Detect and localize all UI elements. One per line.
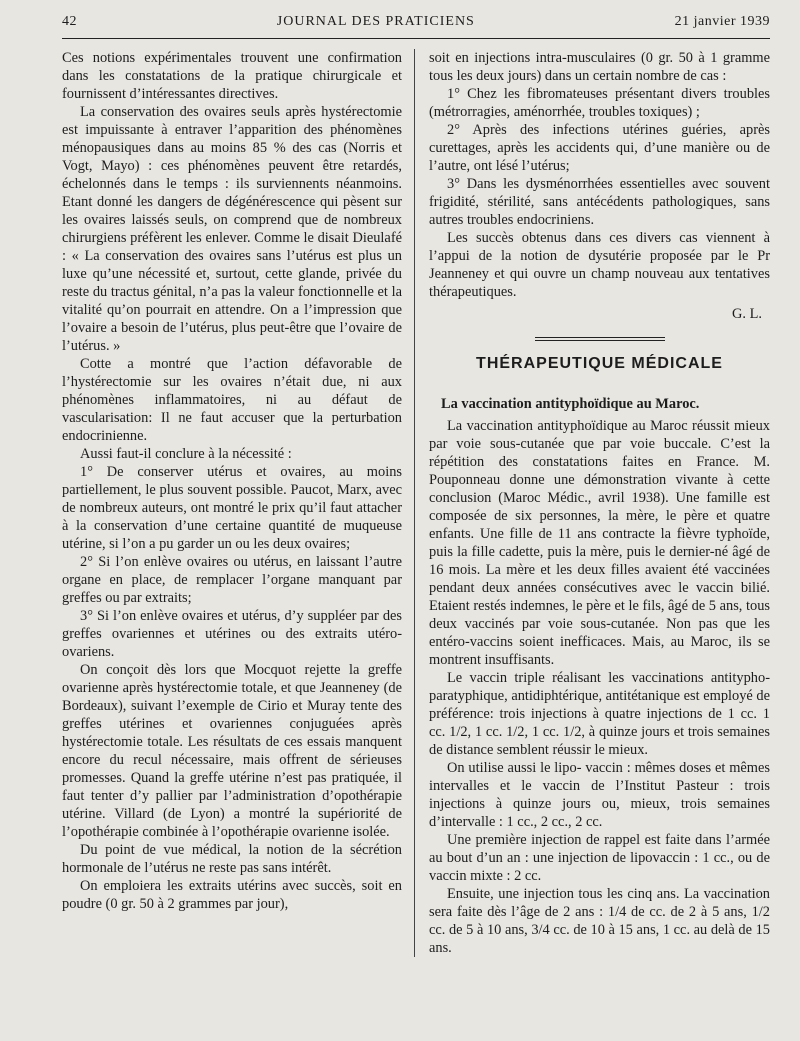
left-paragraph-9: Du point de vue médical, la notion de la sécrétion hormonale de l’utérus ne reste pas sans intérêt. (62, 842, 402, 876)
left-paragraph-2: La conservation des ovaires seuls après hystérectomie est impuissante à entraver l’apparition des phénomènes ménopausiques dans au moins 85 % des cas (Norris et Vogt, Mayo) : ces phénomènes peuvent être retardés, échelonnés dans le temps : ils surviennents néanmoins. Etant donné les dangers de dégénérescence qui pèsent sur les ovaires laissés seuls, on comprend que de nombreux chirurgiens préfèrent les enlever. Comme le disait Dieulafé : « La conservation des ovaires sans l’utérus est plus un luxe qu’une nécessité et, surtout, cette glande, privée du reste du tractus génital, n’a pas la valeur fonctionnelle et la vitalité qu’on pourrait en attendre. On a l’impression que l’ovaire a besoin de l’utérus, plus peut-être que l’ovaire de l’utérus. » (62, 104, 402, 354)
article-paragraph-1: La vaccination antityphoïdique au Maroc réussit mieux par voie sous-cutanée que par voie buccale. C’est la répétition des constatations faites en France. M. Pouponneau donne une démonstration vivante à cette conclusion (Maroc Médic., avril 1938). Une famille est composée de six personnes, la mère, le père et quatre enfants. Une fille de 11 ans contracte la fièvre typhoïde, puis la fille cadette, puis la mère, puis le dernier-né âgé de 16 mois. La mère et les deux filles avaient été vaccinées pendant deux années consécutives avec le vaccin bilié. Etaient restés indemnes, le père et le fils, âgé de 5 ans, tous deux vaccinés par voie sous-cutanée. Non pas que les entéro-vaccins soient inefficaces. Mais, au Maroc, ils se montrent insuffisants. (429, 418, 770, 668)
article-paragraph-3: On utilise aussi le lipo- vaccin : mêmes doses et mêmes intervalles et le vaccin de l’Institut Pasteur : trois injections à quinze jours ou, mieux, trois semaines d’intervalle : 1 cc., 2 cc., 2 cc. (429, 760, 770, 830)
article-paragraph-2: Le vaccin triple réalisant les vaccinations antitypho-paratyphique, antidiphtérique, antitétanique est employé de préférence: trois injections à quatre injections de 1 cc. 1 cc. 1/2, 1 cc. 1/2, 1 cc. 1/2, à quinze jours et trois semaines de distance semblent réussir le mieux. (429, 670, 770, 758)
right-paragraph-3: 3° Dans les dysménorrhées essentielles avec souvent frigidité, stérilité, sans antécédents pathologiques, sans autres troubles endocriniens. (429, 176, 770, 228)
left-paragraph-6: 2° Si l’on enlève ovaires ou utérus, en laissant l’autre organe en place, de remplacer l’organe manquant par greffes ou par extraits; (62, 554, 402, 606)
left-paragraph-7: 3° Si l’on enlève ovaires et utérus, d’y suppléer par des greffes ovariennes et utérines ou des extraits utéro-ovariens. (62, 608, 402, 660)
left-paragraph-5: 1° De conserver utérus et ovaires, au moins partiellement, le plus souvent possible. Paucot, Marx, avec de nombreux auteurs, ont montré le prix qu’il faut attacher à la conservation d’une certaine quantité de muqueuse utérine, si l’on a pu garder un ou les deux ovaires; (62, 464, 402, 552)
left-paragraph-4: Aussi faut-il conclure à la nécessité : (80, 446, 292, 462)
section-title: THÉRAPEUTIQUE MÉDICALE (476, 355, 723, 372)
article-paragraph-5: Ensuite, une injection tous les cinq ans. La vaccination sera faite dès l’âge de 2 ans : 1/4 de cc. de 2 à 5 ans, 1/2 cc. de 5 à 10 ans, 3/4 cc. de 10 à 15 ans, 1 cc. au delà de 15 ans. (429, 886, 770, 956)
signature: G. L. (732, 306, 762, 322)
right-paragraph-1: 1° Chez les fibromateuses présentant divers troubles (métrorragies, aménorrhée, troubles toxiques) ; (429, 86, 770, 120)
section-separator-top (535, 337, 665, 338)
issue-date: 21 janvier 1939 (674, 14, 770, 29)
running-header (62, 14, 770, 36)
left-paragraph-3: Cotte a montré que l’action défavorable de l’hystérectomie sur les ovaires n’était due, ni aux phénomènes inflammatoires, ni au défaut de vascularisation: Il ne faut accuser que la perturbation endocrinienne. (62, 356, 402, 444)
left-paragraph-1: Ces notions expérimentales trouvent une confirmation dans les constatations de la pratique chirurgicale et fournissent d’intéressantes directives. (62, 50, 402, 102)
article-paragraph-4: Une première injection de rappel est faite dans l’armée au bout d’un an : une injection de lipovaccin : 1 cc., ou de vaccin mixte : 2 cc. (429, 832, 770, 884)
section-separator-bottom (535, 340, 665, 341)
left-paragraph-8: On conçoit dès lors que Mocquot rejette la greffe ovarienne après hystérectomie totale, et que Jeanneney (de Bordeaux), suivant l’exemple de Cirio et Muray tente des greffes utérines et ovariennes conjuguées après hystérectomie totale. Les résultats de ces essais manquent encore du recul nécessaire, mais offrent de sérieuses promesses. Quand la greffe utérine n’est pas pratiquée, il faut tenter d’y pallier par l’administration d’opothérapie utérine. Villard (de Lyon) a montré la supériorité de l’opothérapie combinée à l’opothérapie ovarienne isolée. (62, 662, 402, 840)
header-rule (62, 38, 770, 39)
right-paragraph-2: 2° Après des infections utérines guéries, après curettages, après les accidents qui, d’une manière ou de l’autre, ont lésé l’utérus; (429, 122, 770, 174)
article-title: La vaccination antityphoïdique au Maroc. (441, 396, 700, 412)
two-column-body (62, 49, 770, 957)
left-paragraph-10: On emploiera les extraits utérins avec succès, soit en poudre (0 gr. 50 à 2 grammes par jour), (62, 878, 402, 912)
journal-title: JOURNAL DES PRATICIENS (276, 14, 475, 29)
right-continuation: soit en injections intra-musculaires (0 gr. 50 à 1 gramme tous les deux jours) dans un certain nombre de cas : (429, 50, 770, 84)
page-number: 42 (62, 14, 77, 29)
right-column (414, 49, 770, 957)
right-paragraph-4: Les succès obtenus dans ces divers cas viennent à l’appui de la notion de dysutérie proposée par le Pr Jeanneney et qui ouvre un champ nouveau aux tentatives thérapeutiques. (429, 230, 770, 300)
left-column (62, 49, 414, 957)
